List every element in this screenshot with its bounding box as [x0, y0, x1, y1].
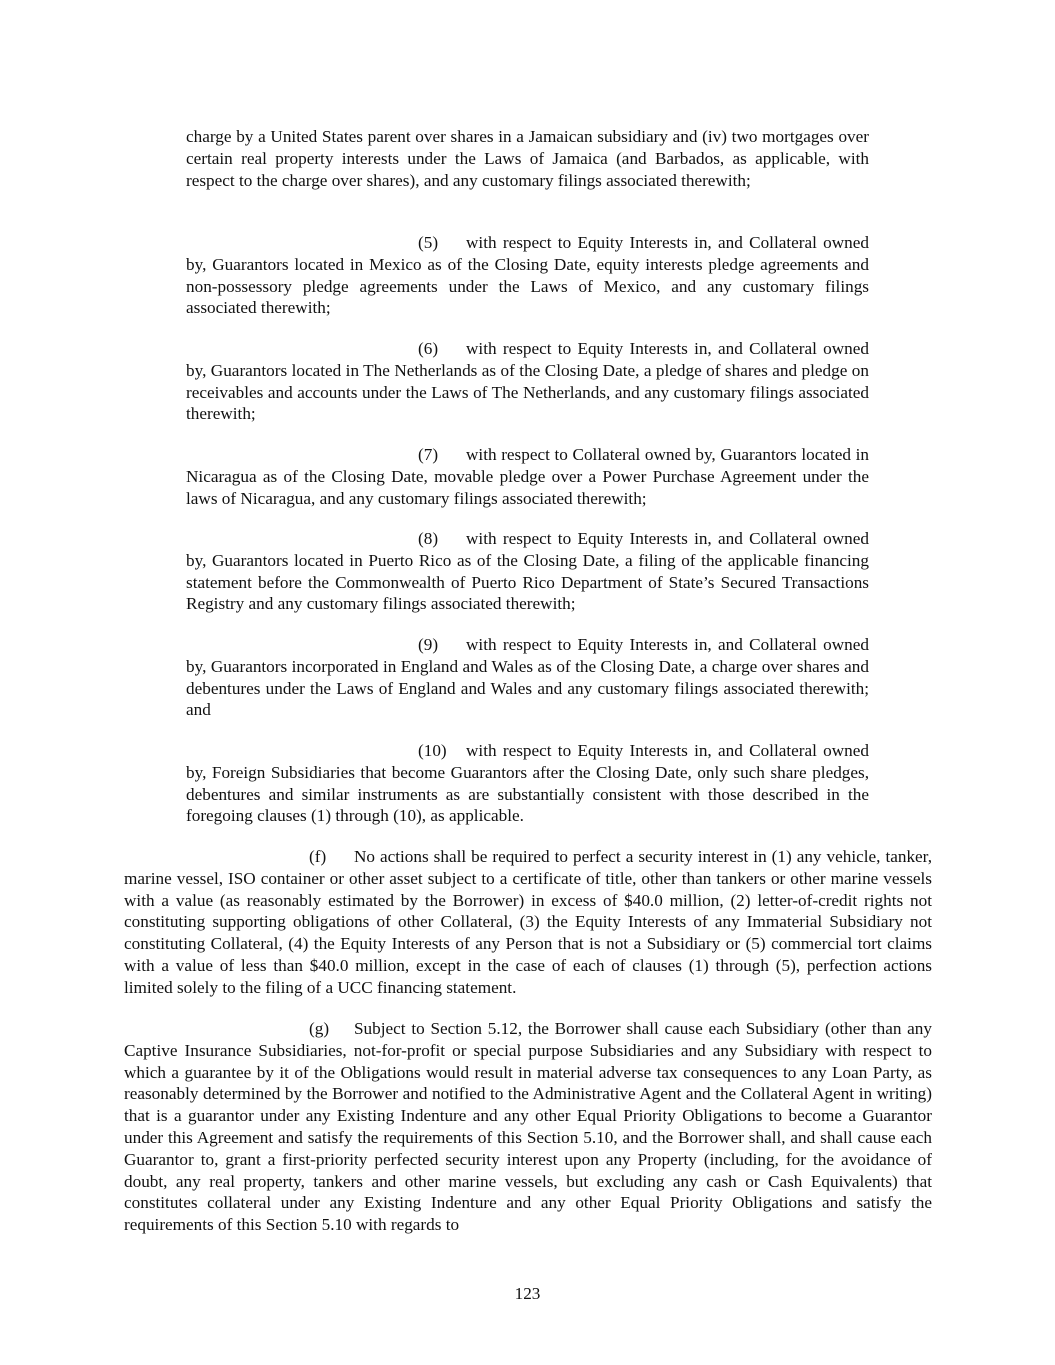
- paragraph-jamaica-continuation: charge by a United States parent over shares in a Jamaican subsidiary and (iv) two mortgages over certain real property interests under the Laws of Jamaica (and Barbados, as applicable, with respect to the charge over shares), and any customary filings associated therewith;: [186, 127, 869, 190]
- clause-text: with respect to Equity Interests in, and Collateral owned by, Guarantors located in Mexico as of the Closing Date, equity interests pledge agreements and non-possessory pledge agreements under the Laws of Mexico, and any customary filings associated therewith;: [186, 233, 869, 318]
- section-g-guarantors: [124, 1018, 932, 1236]
- clause-text: with respect to Collateral owned by, Guarantors located in Nicaragua as of the Closing Date, movable pledge over a Power Purchase Agreement under the laws of Nicaragua, and any customary filings associated therewith;: [186, 445, 869, 508]
- clause-number: (6): [418, 339, 439, 358]
- clause-text: with respect to Equity Interests in, and Collateral owned by, Guarantors located in The Netherlands as of the Closing Date, a pledge of shares and pledge on receivables and accounts under the Laws of The Netherlands, and any customary filings associated therewith;: [186, 339, 869, 424]
- page-number: 123: [514, 1284, 541, 1303]
- clause-10-foreign-subsidiaries: [186, 740, 869, 827]
- clause-number: (5): [418, 233, 439, 252]
- clause-9-england-wales: [186, 634, 869, 721]
- clause-number: (9): [418, 635, 439, 654]
- clause-5-mexico: [186, 232, 869, 319]
- clause-text: with respect to Equity Interests in, and Collateral owned by, Guarantors located in Puerto Rico as of the Closing Date, a filing of the applicable financing statement before the Commonwealth of Puerto Rico Department of State’s Secured Transactions Registry and any customary filings associated therewith;: [186, 529, 869, 614]
- clause-number: (8): [418, 529, 439, 548]
- clause-number: (10): [418, 741, 447, 760]
- section-f-no-actions: [124, 846, 932, 999]
- clause-6-netherlands: [186, 338, 869, 425]
- section-letter: (f): [309, 847, 327, 866]
- section-text: No actions shall be required to perfect a security interest in (1) any vehicle, tanker, marine vessel, ISO container or other asset subject to a certificate of title, other than tankers or other marine vessels with a value (as reasonably estimated by the Borrower) in excess of $40.0 million, (2) letter-of-credit rights not constituting supporting obligations of other Collateral, (3) the Equity Interests of any Immaterial Subsidiary not constituting Collateral, (4) the Equity Interests of any Person that is not a Subsidiary or (5) commercial tort claims with a value of less than $40.0 million, except in the case of each of clauses (1) through (5), perfection actions limited solely to the filing of a UCC financing statement.: [124, 847, 932, 997]
- clause-7-nicaragua: [186, 444, 869, 509]
- section-letter: (g): [309, 1019, 330, 1038]
- clause-text: with respect to Equity Interests in, and Collateral owned by, Foreign Subsidiaries that become Guarantors after the Closing Date, only such share pledges, debentures and similar instruments as are substantially consistent with those described in the foregoing clauses (1) through (10), as applicable.: [186, 741, 869, 826]
- section-text: Subject to Section 5.12, the Borrower shall cause each Subsidiary (other than any Captive Insurance Subsidiaries, not-for-profit or special purpose Subsidiaries and any Subsidiary with respect to which a guarantee by it of the Obligations would result in material adverse tax consequences to any Loan Party, as reasonably determined by the Borrower and notified to the Administrative Agent and the Collateral Agent in writing) that is a guarantor under any Existing Indenture and any other Equal Priority Obligations to become a Guarantor under this Agreement and satisfy the requirements of this Section 5.10, and the Borrower shall, and shall cause each Guarantor to, grant a first-priority perfected security interest upon any Property (including, for the avoidance of doubt, any real property, tankers and other marine vessels, but excluding any cash or Cash Equivalents) that constitutes collateral under any Existing Indenture and any other Equal Priority Obligations and satisfy the requirements of this Section 5.10 with regards to: [124, 1019, 932, 1235]
- clause-8-puerto-rico: [186, 528, 869, 615]
- clause-number: (7): [418, 445, 439, 464]
- clause-text: with respect to Equity Interests in, and Collateral owned by, Guarantors incorporated in England and Wales as of the Closing Date, a charge over shares and debentures under the Laws of England and Wales and any customary filings associated therewith; and: [186, 635, 869, 720]
